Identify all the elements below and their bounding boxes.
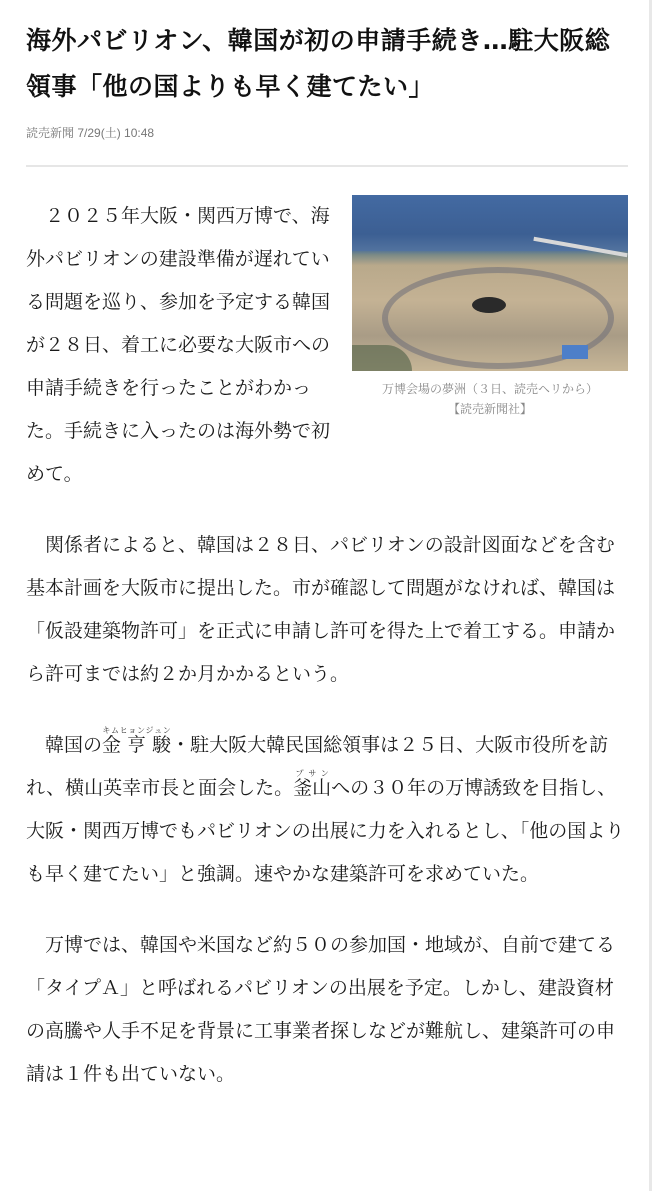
article-body	[26, 195, 628, 1096]
busan-place	[293, 769, 332, 799]
photo-green-area	[352, 345, 412, 371]
expo-site-photo[interactable]	[352, 195, 628, 371]
article-meta	[26, 124, 628, 141]
caption-credit: 【読売新聞社】	[447, 402, 532, 416]
consul-name	[102, 726, 172, 756]
publish-datetime: 7/29(土) 10:48	[77, 126, 155, 140]
p3-part1: 韓国の	[45, 734, 103, 756]
photo-blue-structure	[562, 345, 588, 359]
p3-part2: ・駐大阪大韓民国総領事は２５日、大阪市役所を訪れ、横山英幸市長と面会した。	[26, 734, 609, 799]
article	[26, 0, 628, 1124]
photo-center-pit	[472, 297, 506, 313]
busan-text: 釜山	[293, 777, 332, 799]
paragraph-2: 関係者によると、韓国は２８日、パビリオンの設計図面などを含む基本計画を大阪市に提出した。市が確認して問題がなければ、韓国は「仮設建築物許可」を正式に申請し許可を得た上で着工する。申請から許可までは約２か月かかるという。	[26, 534, 616, 685]
article-title: 海外パビリオン、韓国が初の申請手続き…駐大阪総領事「他の国よりも早く建てたい」	[26, 26, 611, 101]
caption-line-1: 万博会場の夢洲（３日、読売ヘリから）	[381, 382, 598, 396]
p3-part3: への３０年の万博誘致を目指し、大阪・関西万博でもパビリオンの出展に力を入れるとし、「他の国よりも早く建てたい」と強調。速やかな建築許可を求めていた。	[26, 777, 625, 885]
source-label[interactable]: 読売新聞	[26, 126, 75, 140]
consul-name-text: 金 亨 駿	[102, 734, 172, 756]
busan-ruby: プサン	[293, 769, 332, 778]
divider	[26, 165, 628, 167]
photo-caption	[352, 379, 628, 419]
photo-sea	[352, 195, 628, 251]
article-figure	[352, 195, 628, 419]
paragraph-4: 万博では、韓国や米国など約５０の参加国・地域が、自前で建てる「タイプＡ」と呼ばれるパビリオンの出展を予定。しかし、建設資材の高騰や人手不足を背景に工事業者探しなどが難航し、建築許可の申請は１件も出ていない。	[26, 934, 616, 1085]
paragraph-3	[26, 724, 628, 896]
consul-name-ruby: キムヒョンジュン	[102, 726, 172, 735]
paragraph-1: ２０２５年大阪・関西万博で、海外パビリオンの建設準備が遅れている問題を巡り、参加を予定する韓国が２８日、着工に必要な大阪市への申請手続きを行ったことがわかった。手続きに入ったのは海外勢で初めて。	[26, 205, 331, 485]
